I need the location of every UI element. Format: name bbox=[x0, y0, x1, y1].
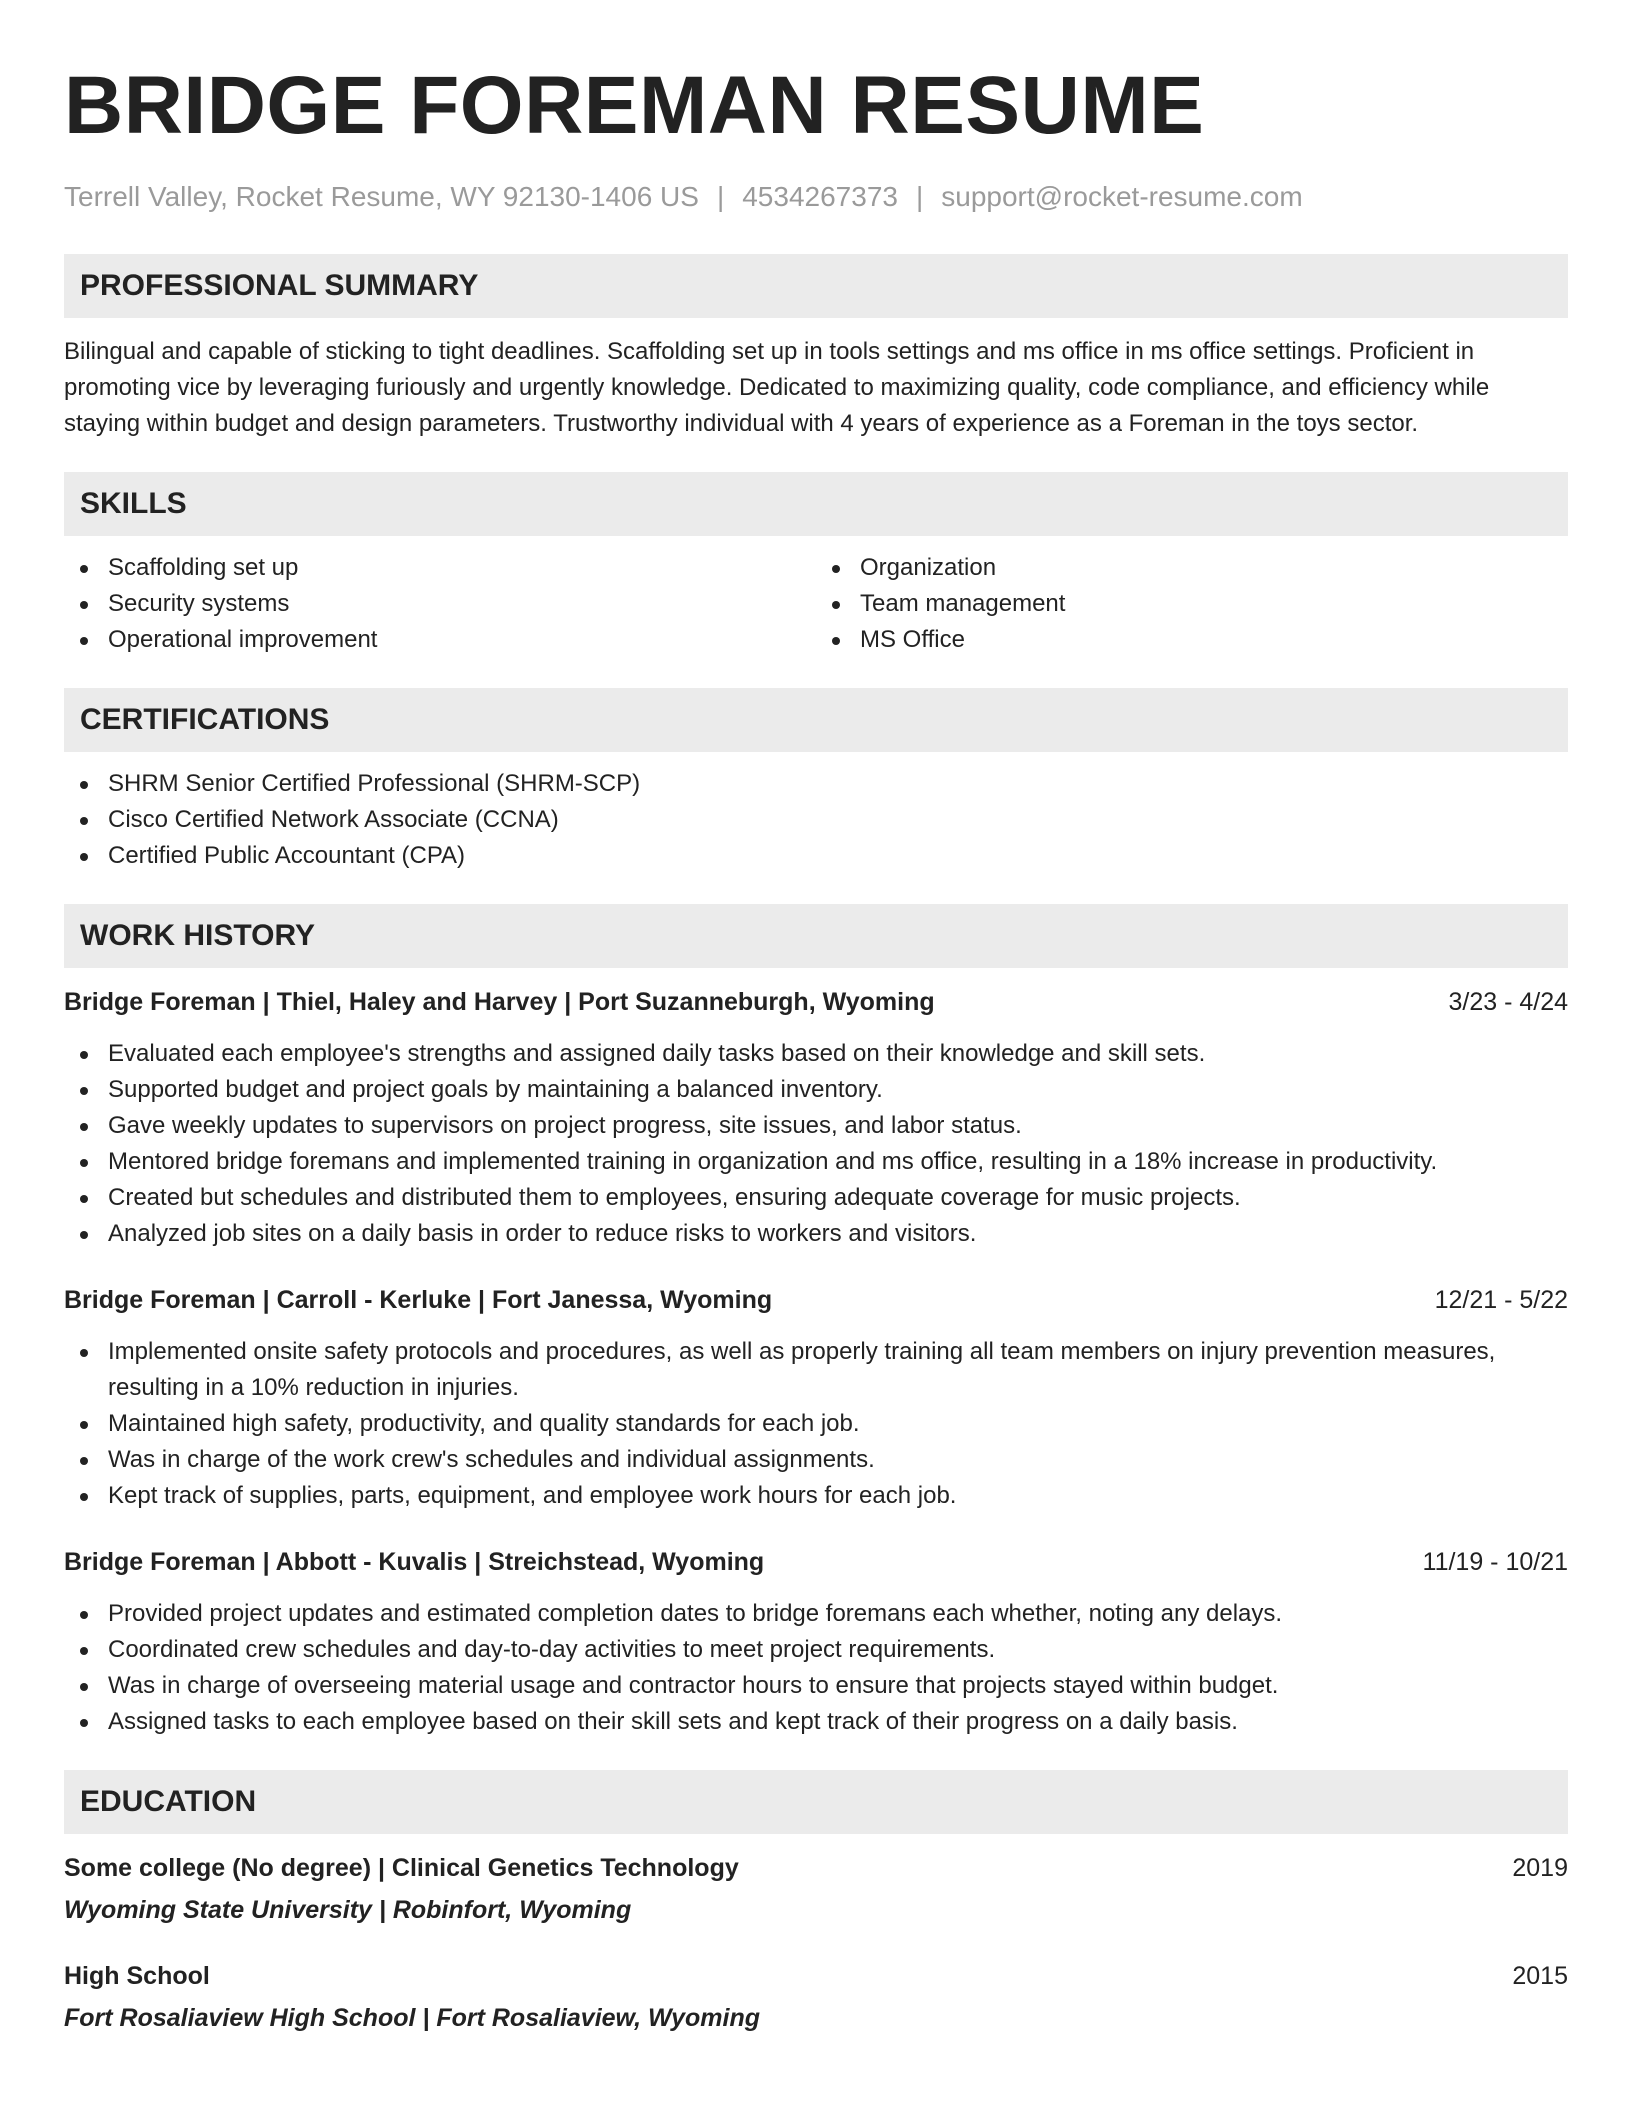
skill-item: Team management bbox=[816, 586, 1568, 622]
bullet-icon bbox=[80, 601, 88, 609]
bullet-icon bbox=[80, 1159, 88, 1167]
bullet-icon bbox=[80, 853, 88, 861]
bullet-icon bbox=[80, 1087, 88, 1095]
certification-item: SHRM Senior Certified Professional (SHRM-SCP) bbox=[64, 766, 1568, 802]
education-degree: Some college (No degree) | Clinical Genetics Technology bbox=[64, 1854, 739, 1882]
education-school: Wyoming State University | Robinfort, Wyoming bbox=[64, 1896, 632, 1924]
skill-item: Scaffolding set up bbox=[64, 550, 816, 586]
job-entry bbox=[64, 1544, 1568, 1740]
bullet-icon bbox=[80, 1611, 88, 1619]
education-entry bbox=[64, 1958, 1568, 2036]
job-bullet: Implemented onsite safety protocols and procedures, as well as properly training all team members on injury prevention measures, resulting in a 10% reduction in injuries. bbox=[64, 1334, 1568, 1406]
education-entry bbox=[64, 1850, 1568, 1928]
job-dates: 12/21 - 5/22 bbox=[1434, 1286, 1568, 1314]
job-bullet: Provided project updates and estimated completion dates to bridge foremans each whether, noting any delays. bbox=[64, 1596, 1568, 1632]
bullet-icon bbox=[80, 565, 88, 573]
certifications-list bbox=[64, 766, 1568, 874]
bullet-icon bbox=[80, 1349, 88, 1357]
job-entry bbox=[64, 984, 1568, 1252]
bullet-icon bbox=[80, 1647, 88, 1655]
resume-title: BRIDGE FOREMAN RESUME bbox=[64, 60, 1205, 151]
job-title: Bridge Foreman | Thiel, Haley and Harvey | Port Suzanneburgh, Wyoming bbox=[64, 988, 935, 1016]
contact-email: support@rocket-resume.com bbox=[941, 181, 1303, 212]
bullet-icon bbox=[80, 1231, 88, 1239]
bullet-icon bbox=[80, 1719, 88, 1727]
contact-address: Terrell Valley, Rocket Resume, WY 92130-1406 US bbox=[64, 181, 699, 212]
bullet-icon bbox=[80, 1123, 88, 1131]
job-bullet: Created but schedules and distributed them to employees, ensuring adequate coverage for music projects. bbox=[64, 1180, 1568, 1216]
education-section bbox=[64, 1770, 1568, 2036]
job-bullet: Assigned tasks to each employee based on their skill sets and kept track of their progress on a daily basis. bbox=[64, 1704, 1568, 1740]
job-bullet: Coordinated crew schedules and day-to-day activities to meet project requirements. bbox=[64, 1632, 1568, 1668]
job-bullet: Kept track of supplies, parts, equipment, and employee work hours for each job. bbox=[64, 1478, 1568, 1514]
certification-item: Cisco Certified Network Associate (CCNA) bbox=[64, 802, 1568, 838]
education-header bbox=[64, 1958, 1568, 1994]
summary-heading: PROFESSIONAL SUMMARY bbox=[64, 254, 1568, 318]
education-heading: EDUCATION bbox=[64, 1770, 1568, 1834]
job-bullet: Was in charge of overseeing material usage and contractor hours to ensure that projects stayed within budget. bbox=[64, 1668, 1568, 1704]
skills-section bbox=[64, 472, 1568, 658]
education-year: 2015 bbox=[1512, 1962, 1568, 1990]
job-title: Bridge Foreman | Carroll - Kerluke | Fort Janessa, Wyoming bbox=[64, 1286, 773, 1314]
job-dates: 3/23 - 4/24 bbox=[1448, 988, 1568, 1016]
skills-right-column bbox=[816, 550, 1568, 658]
certifications-heading: CERTIFICATIONS bbox=[64, 688, 1568, 752]
job-bullet: Analyzed job sites on a daily basis in order to reduce risks to workers and visitors. bbox=[64, 1216, 1568, 1252]
job-bullet: Maintained high safety, productivity, and quality standards for each job. bbox=[64, 1406, 1568, 1442]
job-entry bbox=[64, 1282, 1568, 1514]
bullet-icon bbox=[80, 781, 88, 789]
education-degree: High School bbox=[64, 1962, 210, 1990]
bullet-icon bbox=[832, 565, 840, 573]
job-bullets bbox=[64, 1596, 1568, 1740]
job-bullets bbox=[64, 1334, 1568, 1514]
bullet-icon bbox=[80, 1457, 88, 1465]
skills-left-column bbox=[64, 550, 816, 658]
education-header bbox=[64, 1850, 1568, 1886]
contact-separator: | bbox=[716, 181, 725, 212]
education-year: 2019 bbox=[1512, 1854, 1568, 1882]
skill-item: Organization bbox=[816, 550, 1568, 586]
bullet-icon bbox=[80, 1493, 88, 1501]
bullet-icon bbox=[80, 1195, 88, 1203]
skills-grid bbox=[64, 550, 1568, 658]
bullet-icon bbox=[80, 817, 88, 825]
job-header bbox=[64, 1282, 1568, 1318]
contact-separator: | bbox=[915, 181, 924, 212]
job-bullet: Gave weekly updates to supervisors on project progress, site issues, and labor status. bbox=[64, 1108, 1568, 1144]
job-bullets bbox=[64, 1036, 1568, 1252]
summary-text: Bilingual and capable of sticking to tight deadlines. Scaffolding set up in tools settings and ms office in ms office settings. Proficient in promoting vice by leveraging furiously and urgently knowledge. Dedicated to maximizing quality, code compliance, and efficiency while staying within budget and design parameters. Trustworthy individual with 4 years of experience as a Foreman in the toys sector. bbox=[64, 338, 1490, 437]
bullet-icon bbox=[80, 1683, 88, 1691]
work-history-heading: WORK HISTORY bbox=[64, 904, 1568, 968]
job-title: Bridge Foreman | Abbott - Kuvalis | Streichstead, Wyoming bbox=[64, 1548, 765, 1576]
bullet-icon bbox=[80, 637, 88, 645]
bullet-icon bbox=[832, 601, 840, 609]
job-bullet: Evaluated each employee's strengths and assigned daily tasks based on their knowledge and skill sets. bbox=[64, 1036, 1568, 1072]
bullet-icon bbox=[80, 1051, 88, 1059]
job-header bbox=[64, 984, 1568, 1020]
bullet-icon bbox=[80, 1421, 88, 1429]
summary-section bbox=[64, 254, 1568, 442]
work-history-section bbox=[64, 904, 1568, 1740]
certification-item: Certified Public Accountant (CPA) bbox=[64, 838, 1568, 874]
job-bullet: Was in charge of the work crew's schedules and individual assignments. bbox=[64, 1442, 1568, 1478]
skill-item: Operational improvement bbox=[64, 622, 816, 658]
contact-line bbox=[64, 180, 1568, 214]
job-bullet: Mentored bridge foremans and implemented training in organization and ms office, resulting in a 18% increase in productivity. bbox=[64, 1144, 1568, 1180]
contact-phone: 4534267373 bbox=[742, 181, 898, 212]
skill-item: Security systems bbox=[64, 586, 816, 622]
job-header bbox=[64, 1544, 1568, 1580]
skills-heading: SKILLS bbox=[64, 472, 1568, 536]
skill-item: MS Office bbox=[816, 622, 1568, 658]
certifications-section bbox=[64, 688, 1568, 874]
job-dates: 11/19 - 10/21 bbox=[1422, 1548, 1568, 1576]
education-school: Fort Rosaliaview High School | Fort Rosaliaview, Wyoming bbox=[64, 2004, 760, 2032]
bullet-icon bbox=[832, 637, 840, 645]
job-bullet: Supported budget and project goals by maintaining a balanced inventory. bbox=[64, 1072, 1568, 1108]
